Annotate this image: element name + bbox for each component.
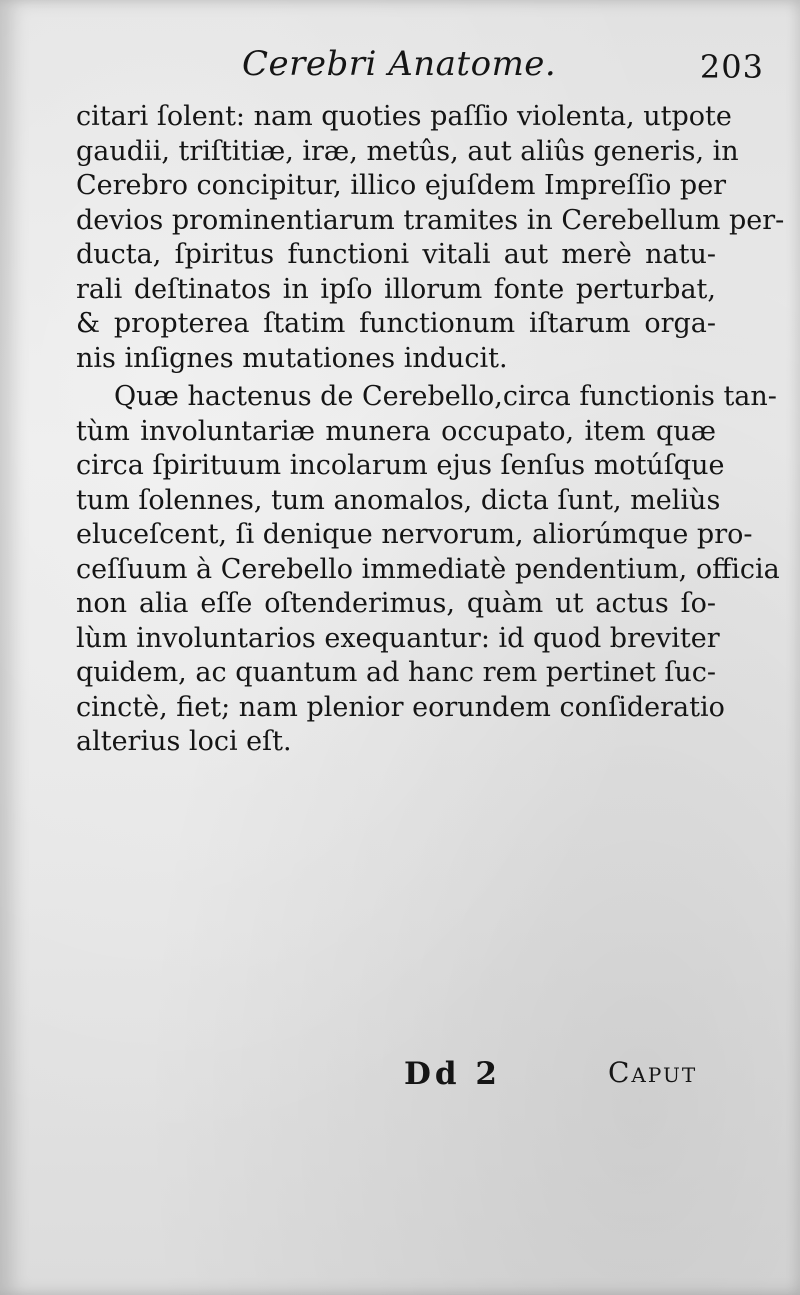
text-line: lùm involuntarios exequantur: id quod breviter [76,622,720,654]
text-line: non alia eſſe oſtenderimus, quàm ut actus ſo- [76,588,716,619]
text-line: tùm involuntariæ munera occupato, item quæ [76,415,716,447]
text-line: devios prominentiarum tramites in Cerebellum per- [76,204,785,236]
text-line: & propterea ſtatim functionum iſtarum orga- [76,308,716,339]
text-line: Cerebro concipitur, illico ejuſdem Impreſſio per [76,170,727,201]
body-text [76,100,785,760]
text-line: nis inſignes mutationes inducit. [76,342,508,374]
text-line: cinctè, fiet; nam plenior eorundem conſideratio [76,691,725,723]
text-line: gaudii, triſtitiæ, iræ, metûs, aut aliûs generis, in [76,135,739,167]
text-line: citari ſolent: nam quoties paſſio violenta, utpote [76,101,732,132]
text-line: ducta, ſpiritus functioni vitali aut merè natu- [76,239,716,270]
running-head [0,44,800,88]
text-line: rali deſtinatos in ipſo illorum fonte perturbat, [76,273,716,305]
text-line: quidem, ac quantum ad hanc rem pertinet ſuc- [76,657,716,688]
page-number: 203 [699,48,764,86]
text-line: Quæ hactenus de Cerebello,circa functionis tan- [114,381,777,412]
running-title: Cerebri Anatome. [242,44,557,84]
text-line: eluceſcent, ſi denique nervorum, aliorúmque pro- [76,519,753,550]
text-line: alterius loci eſt. [76,726,292,757]
signature-mark: Dd 2 [404,1056,501,1092]
text-line: circa ſpirituum incolarum ejus ſenſus motúſque [76,450,725,481]
text-line: ceſſuum à Cerebello immediatè pendentium, officia [76,553,780,585]
text-line: tum ſolennes, tum anomalos, dicta ſunt, meliùs [76,484,721,516]
catchword: Caput [608,1056,698,1089]
